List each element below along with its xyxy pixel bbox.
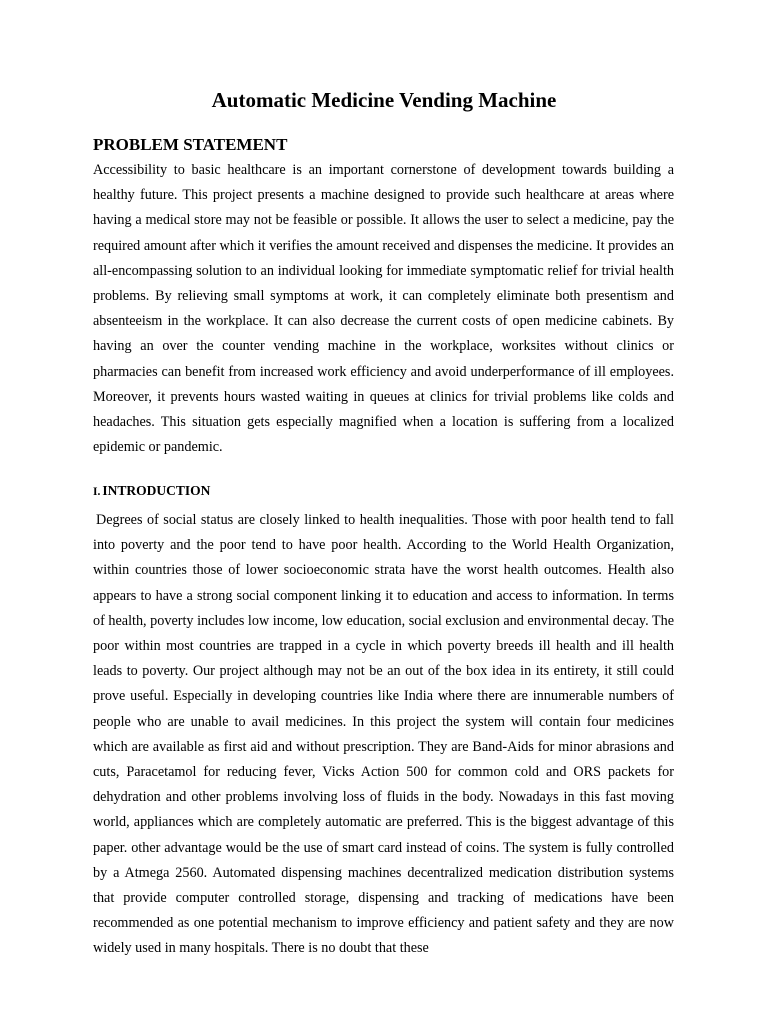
introduction-paragraph: Degrees of social status are closely linked to health inequalities. Those with poor health tend to fall into poverty and the poor tend to have poor health. According to the World Health Organization, within countries those of lower socioeconomic strata have the worst health outcomes. Health also appears to have a strong social component linking it to education and access to information. In terms of health, poverty includes low income, low education, social exclusion and environmental decay. The poor within most countries are trapped in a cycle in which poverty breeds ill health and ill health leads to poverty. Our project although may not be an out of the box idea in its entirety, it still could prove useful. Especially in developing countries like India where there are innumerable numbers of people who are unable to avail medicines. In this project the system will contain four medicines which are available as first aid and without prescription. They are Band-Aids for minor abrasions and cuts, Paracetamol for reducing fever, Vicks Action 500 for common cold and ORS packets for dehydration and other problems involving loss of fluids in the body. Nowadays in this fast moving world, appliances which are completely automatic are preferred. This is the biggest advantage of this paper. other advantage would be the use of smart card instead of coins. The system is fully controlled by a Atmega 2560. Automated dispensing machines decentralized medication distribution systems that provide computer controlled storage, dispensing and tracking of medications have been recommended as one potential mechanism to improve efficiency and patient safety and they are now widely used in many hospitals. There is no doubt that these <box>93 512 674 957</box>
document-title: Automatic Medicine Vending Machine <box>211 88 557 112</box>
problem-statement-paragraph: Accessibility to basic healthcare is an important cornerstone of development towards building a healthy future. This project presents a machine designed to provide such healthcare at areas where having a medical store may not be feasible or possible. It allows the user to select a medicine, pay the required amount after which it verifies the amount received and dispenses the medicine. It provides an all-encompassing solution to an individual looking for immediate symptomatic relief for trivial health problems. By relieving small symptoms at work, it can completely eliminate both presentism and absenteeism in the workplace. It can also decrease the current costs of open medicine cabinets. By having an over the counter vending machine in the workplace, worksites without clinics or pharmacies can benefit from increased work efficiency and avoid underperformance of ill employees. Moreover, it prevents hours wasted waiting in queues at clinics for trivial problems like colds and headaches. This situation gets especially magnified when a location is suffering from a localized epidemic or pandemic. <box>93 162 674 456</box>
section-number: I. <box>93 486 101 498</box>
section-heading-problem-statement: PROBLEM STATEMENT <box>93 135 288 154</box>
section-heading-text: INTRODUCTION <box>102 483 211 498</box>
section-heading-introduction <box>93 481 210 502</box>
